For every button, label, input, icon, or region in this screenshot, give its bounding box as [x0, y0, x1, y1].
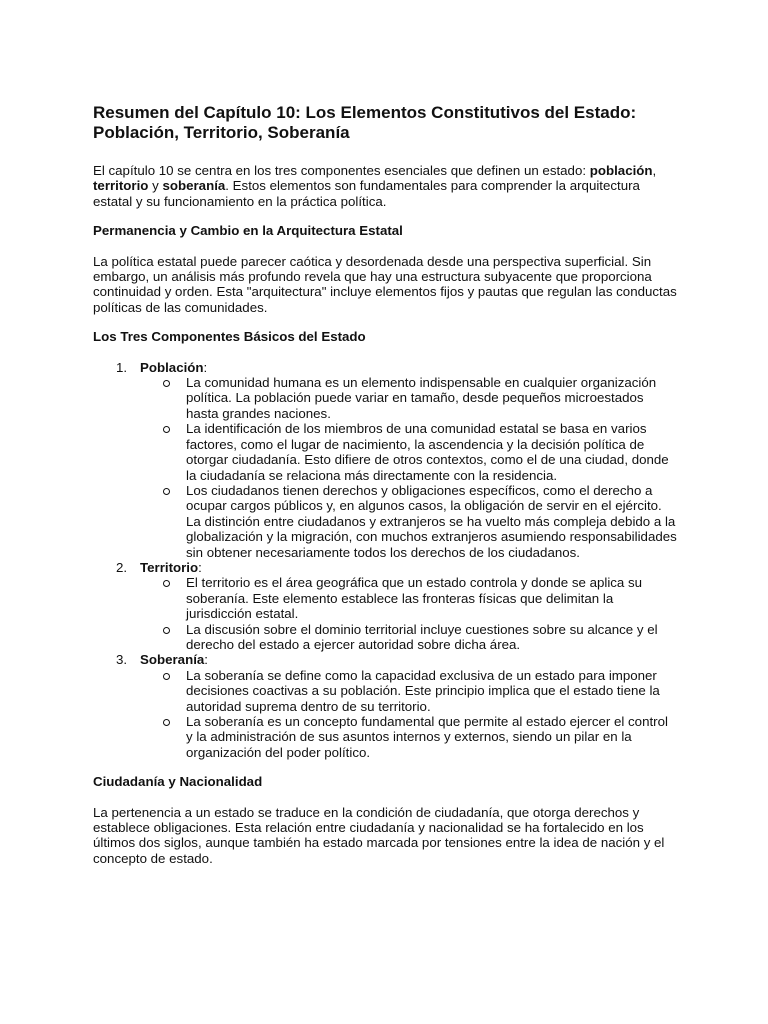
intro-text-part2: . Estos elementos son fundamentales para comprender la arquitectura estatal y su funcionamiento en la práctica política.	[93, 178, 640, 209]
bullet-list-soberania	[140, 668, 678, 760]
bullet-text: Los ciudadanos tienen derechos y obligaciones específicos, como el derecho a ocupar cargos públicos y, en algunos casos, la obligación de servir en el ejército. La distinción entre ciudadanos y extranjeros se ha vuelto más compleja debido a la globalización y la migración, con muchos extranjeros asumiendo responsabilidades sin obtener necesariamente todos los derechos de los ciudadanos.	[186, 482, 677, 560]
component-colon: :	[203, 359, 208, 375]
component-number: 2.	[116, 559, 128, 575]
component-name-poblacion: Población	[140, 359, 204, 375]
bullet-text: La soberanía es un concepto fundamental que permite al estado ejercer el control y la administración de sus asuntos internos y externos, siendo un pilar en la organización del poder político.	[186, 714, 668, 760]
bullet-text: La identificación de los miembros de una comunidad estatal se basa en varios factores, como el lugar de nacimiento, la ascendencia y la decisión política de otorgar ciudadanía. Esto difiere de otros contextos, como el de una ciudad, donde la ciudadanía se relaciona más directamente con la residencia.	[186, 421, 669, 483]
component-name-territorio: Territorio	[140, 559, 199, 575]
list-item	[140, 375, 678, 421]
intro-term-poblacion: población	[589, 163, 653, 178]
section-paragraph-ciudadania: La pertenencia a un estado se traduce en la condición de ciudadanía, que otorga derechos y establece obligaciones. Esta relación entre ciudadanía y nacionalidad se ha fortalecido en los últimos dos siglos, aunque también ha estado marcada por tensiones entre la idea de nación y el concepto de estado.	[93, 804, 665, 866]
section-paragraph-permanencia: La política estatal puede parecer caótica y desordenada desde una perspectiva superficial. Sin embargo, un análisis más profundo revela que hay una estructura subyacente que proporciona continuidad y orden. Esta "arquitectura" incluye elementos fijos y pautas que regulan las conductas políticas de las comunidades.	[93, 253, 677, 315]
bullet-list-territorio	[140, 575, 678, 652]
intro-separator-1: ,	[652, 163, 657, 178]
component-number: 3.	[116, 652, 128, 668]
component-item-territorio	[93, 560, 678, 652]
section-heading-permanencia: Permanencia y Cambio en la Arquitectura Estatal	[93, 223, 403, 239]
bullet-text: La discusión sobre el dominio territorial incluye cuestiones sobre su alcance y el derecho del estado a ejercer autoridad sobre dicha área.	[186, 621, 658, 652]
list-item	[140, 622, 678, 653]
component-name-soberania: Soberanía	[140, 652, 205, 668]
document-title: Resumen del Capítulo 10: Los Elementos Constitutivos del Estado: Población, Territorio, Soberanía	[93, 103, 637, 142]
component-number: 1.	[116, 359, 128, 375]
circle-bullet-icon	[163, 488, 170, 495]
bullet-text: La soberanía se define como la capacidad exclusiva de un estado para imponer decisiones coactivas a su población. Este principio implica que el estado tiene la autoridad suprema dentro de su territorio.	[186, 667, 660, 714]
intro-paragraph	[93, 163, 678, 209]
components-list	[93, 360, 678, 761]
circle-bullet-icon	[163, 426, 170, 433]
section-heading-componentes: Los Tres Componentes Básicos del Estado	[93, 329, 366, 345]
component-item-poblacion	[93, 360, 678, 560]
bullet-text: La comunidad humana es un elemento indispensable en cualquier organización política. La población puede variar en tamaño, desde pequeños microestados hasta grandes naciones.	[186, 375, 657, 421]
bullet-list-poblacion	[140, 375, 678, 560]
list-item	[140, 575, 678, 621]
list-item	[140, 483, 678, 560]
circle-bullet-icon	[163, 380, 170, 387]
circle-bullet-icon	[163, 627, 170, 634]
list-item	[140, 668, 678, 714]
bullet-text: El territorio es el área geográfica que un estado controla y donde se aplica su soberanía. Este elemento establece las fronteras físicas que delimitan la jurisdicción estatal.	[186, 575, 643, 622]
section-heading-ciudadania: Ciudadanía y Nacionalidad	[93, 774, 263, 790]
component-colon: :	[204, 652, 208, 668]
circle-bullet-icon	[163, 673, 170, 680]
document-page	[93, 103, 678, 880]
list-item	[140, 421, 678, 483]
intro-term-soberania: soberanía	[162, 178, 226, 194]
intro-term-territorio: territorio	[93, 178, 149, 194]
circle-bullet-icon	[163, 719, 170, 726]
intro-text-part1: El capítulo 10 se centra en los tres componentes esenciales que definen un estado:	[93, 163, 590, 178]
component-colon: :	[198, 559, 202, 575]
component-item-soberania	[93, 652, 678, 760]
circle-bullet-icon	[163, 580, 170, 587]
list-item	[140, 714, 678, 760]
intro-separator-2: y	[148, 178, 163, 194]
